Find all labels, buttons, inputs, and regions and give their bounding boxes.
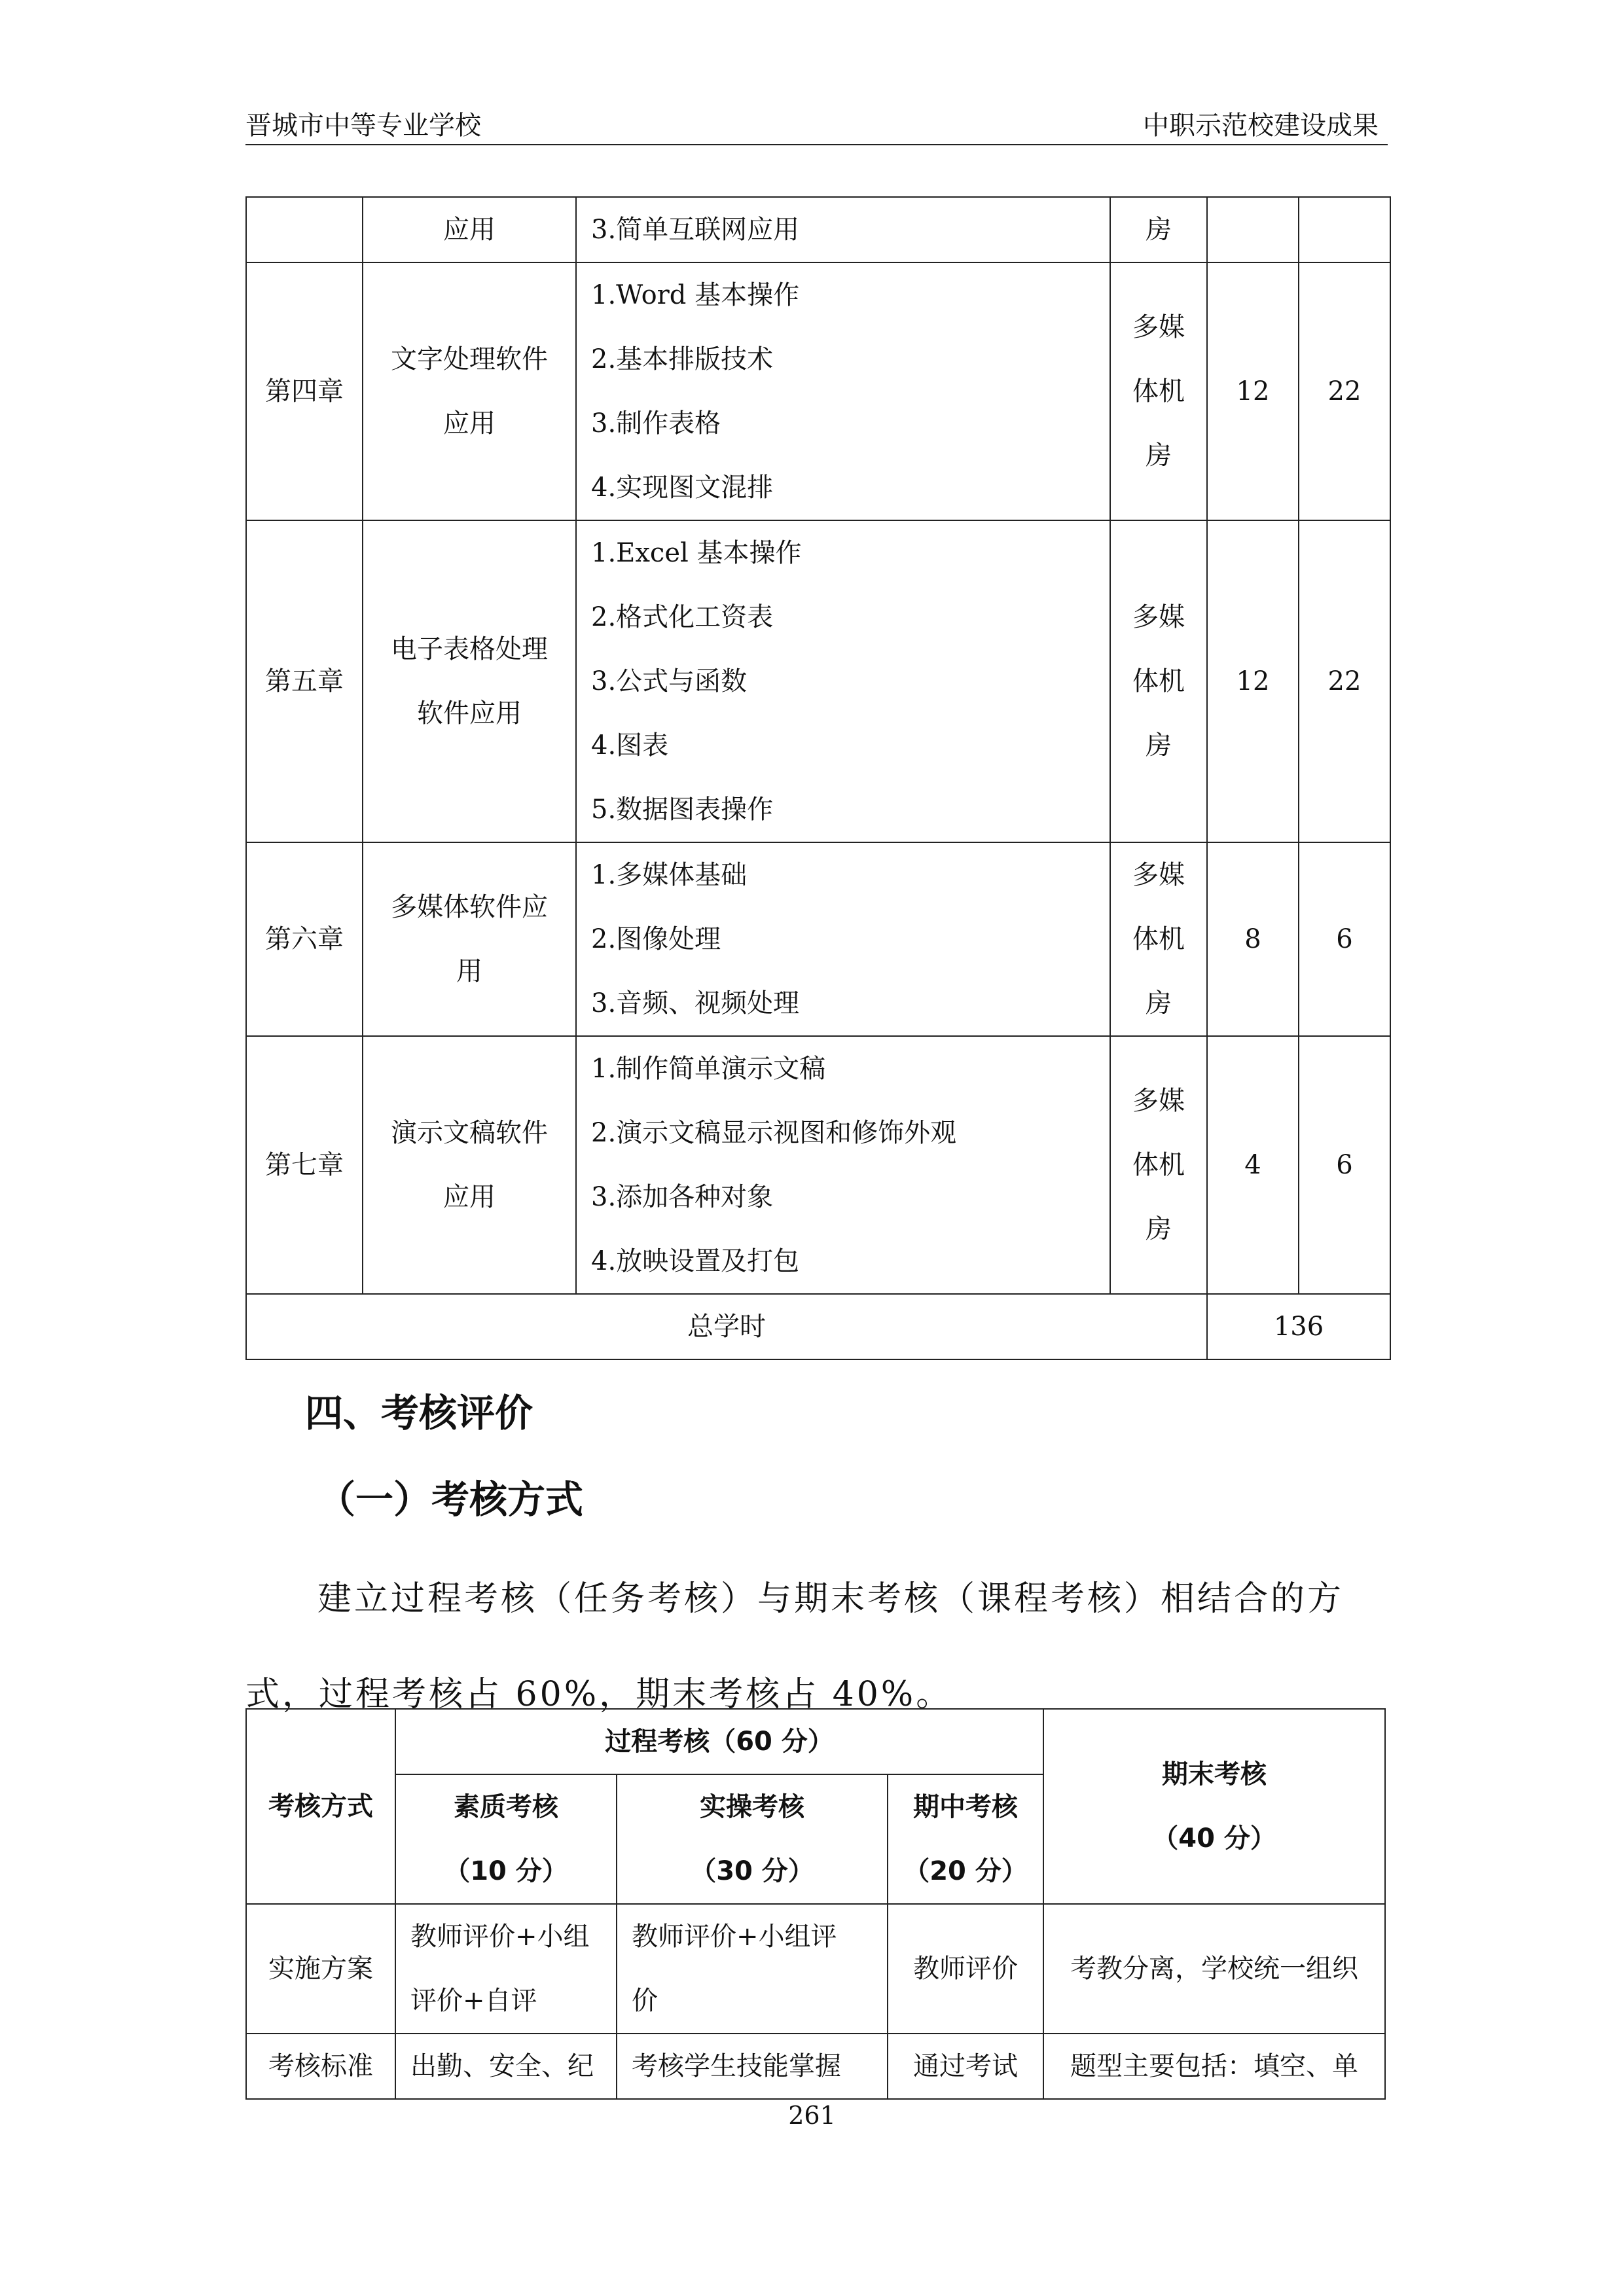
room-cell-line: 体机 (1132, 924, 1185, 954)
eval-practice-title: 实操考核 (700, 1792, 804, 1822)
table-row (246, 1036, 1390, 1294)
total-row (246, 1294, 1390, 1359)
content-cell (576, 197, 1110, 262)
room-cell-line: 房 (1146, 215, 1172, 245)
module-cell (363, 262, 576, 520)
eval-plan-practice-line: 价 (632, 1986, 658, 2016)
room-cell (1110, 842, 1207, 1036)
module-cell-line: 应用 (443, 408, 496, 439)
content-cell-line: 3.简单互联网应用 (591, 215, 800, 245)
eval-quality-points: （10 分） (444, 1856, 568, 1886)
content-cell-line: 2.基本排版技术 (591, 344, 774, 374)
table-row (246, 197, 1390, 262)
header-title: 中职示范校建设成果 (1143, 111, 1379, 141)
content-cell-line: 3.公式与函数 (591, 666, 748, 696)
content-cell-line: 5.数据图表操作 (591, 795, 774, 825)
chapter-cell: 第六章 (246, 842, 363, 1036)
content-cell-line: 1.多媒体基础 (591, 860, 748, 890)
hours-practice-cell: 6 (1299, 1036, 1390, 1294)
room-cell (1110, 197, 1207, 262)
eval-plan-quality-line: 评价+自评 (410, 1986, 537, 2016)
total-value: 136 (1207, 1294, 1390, 1359)
header-divider (245, 144, 1388, 145)
content-cell-line: 1.制作简单演示文稿 (591, 1054, 826, 1084)
module-cell-line: 文字处理软件 (391, 344, 548, 374)
module-cell (363, 1036, 576, 1294)
eval-final-header (1043, 1709, 1385, 1904)
eval-standard-final: 题型主要包括：填空、单 (1043, 2034, 1385, 2099)
content-cell (576, 520, 1110, 842)
section-heading: 四、考核评价 (305, 1391, 533, 1435)
eval-plan-label: 实施方案 (246, 1904, 395, 2034)
module-cell (363, 197, 576, 262)
hours-practice-cell (1299, 197, 1390, 262)
hours-practice-cell: 22 (1299, 520, 1390, 842)
total-label: 总学时 (246, 1294, 1207, 1359)
content-cell-line: 3.制作表格 (591, 408, 721, 439)
paragraph-line-2: 式，过程考核占 60%，期末考核占 40%。 (245, 1675, 953, 1714)
room-cell (1110, 520, 1207, 842)
eval-practice-header (617, 1774, 888, 1904)
room-cell-line: 房 (1146, 988, 1172, 1018)
hours-practice-cell: 6 (1299, 842, 1390, 1036)
eval-midterm-header (888, 1774, 1043, 1904)
eval-standard-quality: 出勤、安全、纪 (395, 2034, 617, 2099)
paragraph-line-1: 建立过程考核（任务考核）与期末考核（课程考核）相结合的方 (317, 1579, 1344, 1619)
course-schedule-table (245, 196, 1391, 1360)
eval-practice-points: （30 分） (690, 1856, 814, 1886)
eval-process-header: 过程考核（60 分） (395, 1709, 1043, 1774)
content-cell (576, 1036, 1110, 1294)
module-cell-line: 电子表格处理 (391, 634, 548, 664)
sub-heading: （一）考核方式 (317, 1477, 584, 1522)
eval-final-points: （40 分） (1152, 1823, 1276, 1854)
module-cell (363, 842, 576, 1036)
room-cell-line: 房 (1146, 730, 1172, 761)
room-cell-line: 多媒 (1132, 312, 1185, 342)
hours-theory-cell: 8 (1207, 842, 1299, 1036)
table-row (246, 262, 1390, 520)
hours-theory-cell: 4 (1207, 1036, 1299, 1294)
chapter-cell: 第四章 (246, 262, 363, 520)
eval-plan-practice-line: 教师评价+小组评 (632, 1922, 837, 1952)
room-cell-line: 多媒 (1132, 602, 1185, 632)
eval-midterm-title: 期中考核 (913, 1792, 1019, 1822)
table-row (246, 842, 1390, 1036)
chapter-cell: 第五章 (246, 520, 363, 842)
module-cell-line: 演示文稿软件 (391, 1118, 548, 1148)
hours-theory-cell: 12 (1207, 520, 1299, 842)
module-cell (363, 520, 576, 842)
eval-quality-header (395, 1774, 617, 1904)
content-cell-line: 4.实现图文混排 (591, 473, 774, 503)
room-cell-line: 房 (1146, 440, 1172, 471)
module-cell-line: 应用 (443, 1182, 496, 1212)
header-school-name: 晋城市中等专业学校 (245, 111, 481, 141)
hours-theory-cell (1207, 197, 1299, 262)
eval-plan-quality (395, 1904, 617, 2034)
chapter-cell (246, 197, 363, 262)
chapter-cell: 第七章 (246, 1036, 363, 1294)
eval-standard-practice: 考核学生技能掌握 (617, 2034, 888, 2099)
content-cell-line: 3.音频、视频处理 (591, 988, 800, 1018)
eval-plan-quality-line: 教师评价+小组 (410, 1922, 590, 1952)
content-cell-line: 3.添加各种对象 (591, 1182, 774, 1212)
room-cell-line: 体机 (1132, 1150, 1185, 1180)
table-row (246, 520, 1390, 842)
module-cell-line: 用 (456, 956, 482, 986)
content-cell-line: 2.格式化工资表 (591, 602, 774, 632)
room-cell (1110, 1036, 1207, 1294)
eval-midterm-points: （20 分） (903, 1856, 1028, 1886)
module-cell-line: 软件应用 (417, 698, 522, 728)
room-cell (1110, 262, 1207, 520)
room-cell-line: 房 (1146, 1214, 1172, 1244)
room-cell-line: 多媒 (1132, 860, 1185, 890)
eval-quality-title: 素质考核 (454, 1792, 558, 1822)
content-cell-line: 4.图表 (591, 730, 669, 761)
module-cell-line: 多媒体软件应 (391, 892, 548, 922)
eval-standard-label: 考核标准 (246, 2034, 395, 2099)
page-number: 261 (788, 2101, 836, 2130)
room-cell-line: 体机 (1132, 666, 1185, 696)
content-cell (576, 842, 1110, 1036)
eval-plan-final: 考教分离，学校统一组织 (1043, 1904, 1385, 2034)
eval-col-method: 考核方式 (246, 1709, 395, 1904)
room-cell-line: 体机 (1132, 376, 1185, 406)
content-cell (576, 262, 1110, 520)
hours-theory-cell: 12 (1207, 262, 1299, 520)
hours-practice-cell: 22 (1299, 262, 1390, 520)
content-cell-line: 2.图像处理 (591, 924, 721, 954)
content-cell-line: 1.Word 基本操作 (591, 280, 800, 310)
eval-standard-midterm: 通过考试 (888, 2034, 1043, 2099)
eval-final-title: 期末考核 (1162, 1759, 1267, 1789)
module-cell-line: 应用 (443, 215, 496, 245)
room-cell-line: 多媒 (1132, 1086, 1185, 1116)
eval-plan-midterm: 教师评价 (888, 1904, 1043, 2034)
content-cell-line: 1.Excel 基本操作 (591, 538, 802, 568)
content-cell-line: 2.演示文稿显示视图和修饰外观 (591, 1118, 957, 1148)
eval-plan-practice (617, 1904, 888, 2034)
assessment-table (245, 1708, 1386, 2100)
content-cell-line: 4.放映设置及打包 (591, 1246, 800, 1276)
